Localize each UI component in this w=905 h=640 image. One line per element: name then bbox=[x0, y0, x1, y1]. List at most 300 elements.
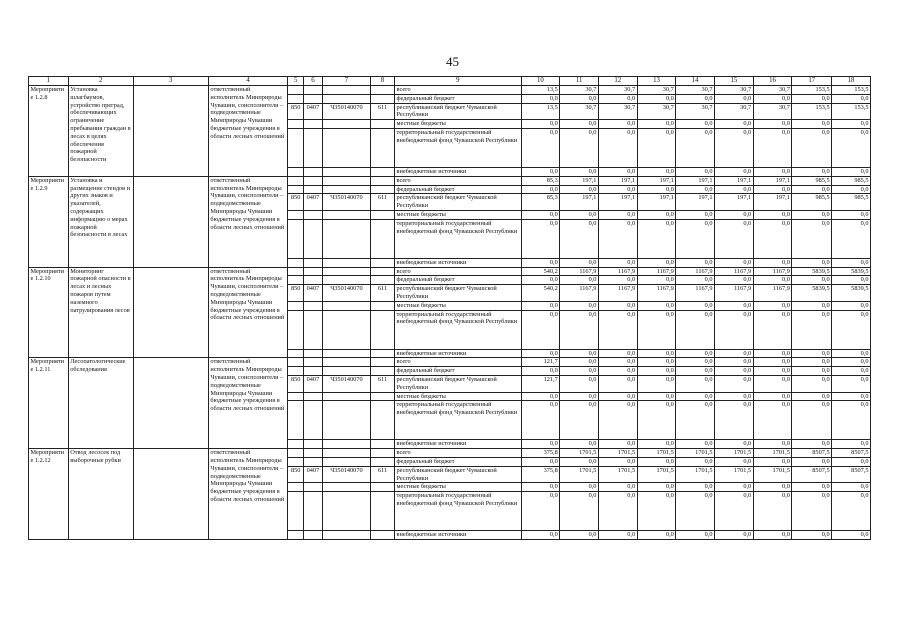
csr-code bbox=[322, 349, 370, 358]
funding-source: территориальный государственный внебюджетный фонд Чувашской Республики bbox=[395, 401, 522, 440]
value-cell: 197,1 bbox=[637, 194, 676, 211]
value-cell: 0,0 bbox=[832, 492, 871, 531]
rzpr-code bbox=[304, 301, 323, 310]
value-cell: 0,0 bbox=[792, 531, 832, 540]
value-cell: 0,0 bbox=[598, 310, 637, 349]
value-cell: 0,0 bbox=[792, 167, 832, 176]
funding-source: местные бюджеты bbox=[395, 120, 522, 129]
value-cell: 13,5 bbox=[521, 103, 560, 120]
page-number: 45 bbox=[446, 54, 459, 69]
grbs-code bbox=[288, 367, 304, 376]
value-cell: 0,0 bbox=[792, 94, 832, 103]
measure-id: Мероприятие 1.2.12 bbox=[29, 449, 69, 540]
value-cell: 0,0 bbox=[676, 358, 715, 367]
header-cell: 11 bbox=[560, 77, 599, 86]
value-cell: 197,1 bbox=[560, 194, 599, 211]
value-cell: 1701,5 bbox=[676, 466, 715, 483]
value-cell: 0,0 bbox=[560, 440, 599, 449]
value-cell: 0,0 bbox=[637, 358, 676, 367]
value-cell: 0,0 bbox=[637, 349, 676, 358]
value-cell: 0,0 bbox=[637, 457, 676, 466]
rzpr-code bbox=[304, 167, 323, 176]
value-cell: 1167,9 bbox=[560, 267, 599, 276]
value-cell: 985,5 bbox=[832, 176, 871, 185]
value-cell: 0,0 bbox=[715, 167, 754, 176]
value-cell: 0,0 bbox=[598, 531, 637, 540]
grbs-code bbox=[288, 531, 304, 540]
value-cell: 197,1 bbox=[637, 176, 676, 185]
value-cell: 0,0 bbox=[560, 301, 599, 310]
rzpr-code bbox=[304, 258, 323, 267]
value-cell: 1167,9 bbox=[637, 267, 676, 276]
table-row bbox=[29, 358, 871, 367]
value-cell: 0,0 bbox=[637, 185, 676, 194]
funding-source: территориальный государственный внебюджетный фонд Чувашской Республики bbox=[395, 219, 522, 258]
funding-source: федеральный бюджет bbox=[395, 367, 522, 376]
value-cell: 985,5 bbox=[792, 176, 832, 185]
value-cell: 1167,9 bbox=[753, 267, 792, 276]
vr-code bbox=[370, 276, 394, 285]
value-cell: 0,0 bbox=[637, 219, 676, 258]
vr-code bbox=[370, 128, 394, 167]
responsible-executor: ответственный исполнитель Минприроды Чувашии, соисполнители – подведомственные Минприроды Чувашии бюджетные учреждения в области лесных отношений bbox=[208, 449, 287, 540]
vr-code bbox=[370, 120, 394, 129]
funding-source: республиканский бюджет Чувашской Республики bbox=[395, 466, 522, 483]
value-cell: 0,0 bbox=[792, 358, 832, 367]
value-cell: 0,0 bbox=[753, 375, 792, 392]
csr-code bbox=[322, 301, 370, 310]
value-cell: 0,0 bbox=[753, 128, 792, 167]
rzpr-code bbox=[304, 349, 323, 358]
vr-code bbox=[370, 176, 394, 185]
value-cell: 0,0 bbox=[715, 349, 754, 358]
vr-code bbox=[370, 185, 394, 194]
value-cell: 1167,9 bbox=[715, 267, 754, 276]
rzpr-code: 0407 bbox=[304, 375, 323, 392]
value-cell: 0,0 bbox=[560, 219, 599, 258]
header-row bbox=[29, 77, 871, 86]
value-cell: 0,0 bbox=[637, 120, 676, 129]
value-cell: 0,0 bbox=[676, 375, 715, 392]
value-cell: 1701,5 bbox=[560, 466, 599, 483]
value-cell: 0,0 bbox=[753, 219, 792, 258]
rzpr-code bbox=[304, 176, 323, 185]
value-cell: 0,0 bbox=[637, 258, 676, 267]
value-cell: 0,0 bbox=[753, 392, 792, 401]
value-cell: 0,0 bbox=[598, 349, 637, 358]
grbs-code bbox=[288, 185, 304, 194]
header-cell: 3 bbox=[133, 77, 208, 86]
value-cell: 197,1 bbox=[715, 194, 754, 211]
csr-code bbox=[322, 483, 370, 492]
value-cell: 0,0 bbox=[637, 440, 676, 449]
value-cell: 197,1 bbox=[598, 194, 637, 211]
value-cell: 0,0 bbox=[560, 258, 599, 267]
csr-code bbox=[322, 258, 370, 267]
header-cell: 14 bbox=[676, 77, 715, 86]
value-cell: 0,0 bbox=[792, 367, 832, 376]
grbs-code bbox=[288, 219, 304, 258]
rzpr-code bbox=[304, 94, 323, 103]
value-cell: 0,0 bbox=[521, 210, 560, 219]
value-cell: 0,0 bbox=[521, 310, 560, 349]
funding-source: местные бюджеты bbox=[395, 483, 522, 492]
header-cell: 17 bbox=[792, 77, 832, 86]
value-cell: 0,0 bbox=[753, 349, 792, 358]
vr-code bbox=[370, 483, 394, 492]
value-cell: 0,0 bbox=[753, 367, 792, 376]
value-cell: 0,0 bbox=[792, 120, 832, 129]
value-cell: 0,0 bbox=[715, 276, 754, 285]
value-cell: 0,0 bbox=[598, 128, 637, 167]
vr-code bbox=[370, 94, 394, 103]
value-cell: 0,0 bbox=[560, 492, 599, 531]
rzpr-code bbox=[304, 267, 323, 276]
measure-name: Установка шлагбаумов, устройство преград, обеспечивающих ограничение пребывания граждан в лесах в целях обеспечения пожарной безопасности bbox=[68, 86, 133, 177]
value-cell: 0,0 bbox=[832, 457, 871, 466]
vr-code bbox=[370, 457, 394, 466]
vr-code: 611 bbox=[370, 466, 394, 483]
value-cell: 153,5 bbox=[792, 103, 832, 120]
csr-code bbox=[322, 120, 370, 129]
value-cell: 0,0 bbox=[637, 367, 676, 376]
value-cell: 540,2 bbox=[521, 285, 560, 302]
value-cell: 0,0 bbox=[676, 367, 715, 376]
value-cell: 0,0 bbox=[521, 401, 560, 440]
value-cell: 0,0 bbox=[560, 392, 599, 401]
value-cell: 0,0 bbox=[832, 375, 871, 392]
grbs-code bbox=[288, 349, 304, 358]
value-cell: 375,8 bbox=[521, 449, 560, 458]
value-cell: 0,0 bbox=[676, 258, 715, 267]
value-cell: 0,0 bbox=[598, 367, 637, 376]
funding-source: республиканский бюджет Чувашской Республики bbox=[395, 375, 522, 392]
csr-code bbox=[322, 167, 370, 176]
value-cell: 0,0 bbox=[676, 457, 715, 466]
value-cell: 30,7 bbox=[598, 86, 637, 95]
vr-code bbox=[370, 449, 394, 458]
table-row bbox=[29, 449, 871, 458]
header-cell: 9 bbox=[395, 77, 522, 86]
value-cell: 0,0 bbox=[560, 483, 599, 492]
rzpr-code bbox=[304, 449, 323, 458]
value-cell: 0,0 bbox=[598, 401, 637, 440]
value-cell: 0,0 bbox=[560, 401, 599, 440]
csr-code bbox=[322, 367, 370, 376]
value-cell: 0,0 bbox=[637, 310, 676, 349]
csr-code: Ч350140070 bbox=[322, 103, 370, 120]
header-cell: 6 bbox=[304, 77, 323, 86]
value-cell: 0,0 bbox=[637, 375, 676, 392]
csr-code bbox=[322, 358, 370, 367]
value-cell: 0,0 bbox=[560, 276, 599, 285]
funding-source: внебюджетные источники bbox=[395, 440, 522, 449]
value-cell: 0,0 bbox=[753, 401, 792, 440]
value-cell: 0,0 bbox=[715, 440, 754, 449]
value-cell: 85,3 bbox=[521, 176, 560, 185]
value-cell: 0,0 bbox=[598, 301, 637, 310]
funding-source: всего bbox=[395, 358, 522, 367]
value-cell: 0,0 bbox=[560, 375, 599, 392]
value-cell: 0,0 bbox=[521, 258, 560, 267]
value-cell: 0,0 bbox=[598, 276, 637, 285]
value-cell: 30,7 bbox=[637, 103, 676, 120]
value-cell: 0,0 bbox=[560, 358, 599, 367]
value-cell: 0,0 bbox=[598, 392, 637, 401]
value-cell: 153,5 bbox=[832, 103, 871, 120]
value-cell: 0,0 bbox=[637, 531, 676, 540]
value-cell: 0,0 bbox=[598, 358, 637, 367]
value-cell: 0,0 bbox=[832, 440, 871, 449]
grbs-code bbox=[288, 401, 304, 440]
funding-source: внебюджетные источники bbox=[395, 531, 522, 540]
value-cell: 0,0 bbox=[715, 94, 754, 103]
table-row bbox=[29, 86, 871, 95]
grbs-code bbox=[288, 210, 304, 219]
value-cell: 0,0 bbox=[560, 167, 599, 176]
value-cell: 0,0 bbox=[792, 219, 832, 258]
responsible-executor: ответственный исполнитель Минприроды Чувашии, соисполнители – подведомственные Минприроды Чувашии бюджетные учреждения в области лесных отношений bbox=[208, 176, 287, 267]
csr-code bbox=[322, 457, 370, 466]
value-cell: 0,0 bbox=[637, 401, 676, 440]
funding-source: всего bbox=[395, 449, 522, 458]
value-cell: 0,0 bbox=[753, 531, 792, 540]
value-cell: 1167,9 bbox=[560, 285, 599, 302]
value-cell: 13,5 bbox=[521, 86, 560, 95]
value-cell: 0,0 bbox=[832, 167, 871, 176]
value-cell: 0,0 bbox=[753, 210, 792, 219]
rzpr-code: 0407 bbox=[304, 285, 323, 302]
value-cell: 0,0 bbox=[521, 219, 560, 258]
value-cell: 0,0 bbox=[676, 349, 715, 358]
funding-source: федеральный бюджет bbox=[395, 457, 522, 466]
value-cell: 0,0 bbox=[521, 120, 560, 129]
value-cell: 197,1 bbox=[753, 194, 792, 211]
header-cell: 18 bbox=[832, 77, 871, 86]
value-cell: 0,0 bbox=[598, 457, 637, 466]
value-cell: 0,0 bbox=[637, 94, 676, 103]
value-cell: 0,0 bbox=[676, 128, 715, 167]
value-cell: 1701,5 bbox=[637, 449, 676, 458]
grbs-code bbox=[288, 440, 304, 449]
value-cell: 0,0 bbox=[715, 258, 754, 267]
value-cell: 0,0 bbox=[598, 483, 637, 492]
table-row bbox=[29, 267, 871, 276]
header-cell: 16 bbox=[753, 77, 792, 86]
value-cell: 0,0 bbox=[792, 258, 832, 267]
value-cell: 0,0 bbox=[792, 301, 832, 310]
grbs-code: 850 bbox=[288, 285, 304, 302]
value-cell: 0,0 bbox=[832, 219, 871, 258]
value-cell: 0,0 bbox=[676, 301, 715, 310]
value-cell: 0,0 bbox=[753, 358, 792, 367]
value-cell: 0,0 bbox=[598, 185, 637, 194]
funding-source: местные бюджеты bbox=[395, 392, 522, 401]
value-cell: 0,0 bbox=[715, 531, 754, 540]
value-cell: 0,0 bbox=[598, 210, 637, 219]
measure-id: Мероприятие 1.2.10 bbox=[29, 267, 69, 358]
value-cell: 0,0 bbox=[560, 210, 599, 219]
value-cell: 0,0 bbox=[715, 120, 754, 129]
vr-code bbox=[370, 349, 394, 358]
funding-source: территориальный государственный внебюджетный фонд Чувашской Республики bbox=[395, 492, 522, 531]
value-cell: 0,0 bbox=[832, 276, 871, 285]
funding-source: федеральный бюджет bbox=[395, 276, 522, 285]
vr-code: 611 bbox=[370, 194, 394, 211]
value-cell: 0,0 bbox=[521, 457, 560, 466]
value-cell: 985,5 bbox=[832, 194, 871, 211]
funding-source: местные бюджеты bbox=[395, 210, 522, 219]
value-cell: 0,0 bbox=[792, 185, 832, 194]
grbs-code bbox=[288, 301, 304, 310]
value-cell: 0,0 bbox=[598, 94, 637, 103]
value-cell: 0,0 bbox=[598, 492, 637, 531]
rzpr-code bbox=[304, 310, 323, 349]
value-cell: 0,0 bbox=[598, 440, 637, 449]
header-cell: 1 bbox=[29, 77, 69, 86]
csr-code: Ч350140070 bbox=[322, 375, 370, 392]
grbs-code bbox=[288, 258, 304, 267]
value-cell: 5839,5 bbox=[832, 285, 871, 302]
csr-code bbox=[322, 219, 370, 258]
value-cell: 0,0 bbox=[792, 392, 832, 401]
value-cell: 121,7 bbox=[521, 375, 560, 392]
value-cell: 1701,5 bbox=[715, 466, 754, 483]
value-cell: 0,0 bbox=[560, 457, 599, 466]
value-cell: 0,0 bbox=[715, 358, 754, 367]
csr-code bbox=[322, 392, 370, 401]
measure-name: Мониторинг пожарной опасности в лесах и лесных пожаров путем наземного патрулирования лесов bbox=[68, 267, 133, 358]
value-cell: 30,7 bbox=[560, 86, 599, 95]
rzpr-code bbox=[304, 185, 323, 194]
rzpr-code bbox=[304, 86, 323, 95]
value-cell: 30,7 bbox=[676, 86, 715, 95]
csr-code bbox=[322, 492, 370, 531]
value-cell: 0,0 bbox=[753, 457, 792, 466]
value-cell: 0,0 bbox=[792, 375, 832, 392]
grbs-code bbox=[288, 483, 304, 492]
vr-code bbox=[370, 440, 394, 449]
empty-cell bbox=[133, 449, 208, 540]
value-cell: 0,0 bbox=[560, 185, 599, 194]
value-cell: 0,0 bbox=[676, 167, 715, 176]
header-cell: 10 bbox=[521, 77, 560, 86]
value-cell: 1167,9 bbox=[676, 285, 715, 302]
value-cell: 0,0 bbox=[753, 258, 792, 267]
value-cell: 0,0 bbox=[832, 349, 871, 358]
value-cell: 1701,5 bbox=[598, 449, 637, 458]
vr-code: 611 bbox=[370, 103, 394, 120]
rzpr-code bbox=[304, 392, 323, 401]
value-cell: 0,0 bbox=[832, 367, 871, 376]
csr-code: Ч350140070 bbox=[322, 194, 370, 211]
value-cell: 0,0 bbox=[521, 94, 560, 103]
value-cell: 0,0 bbox=[753, 483, 792, 492]
funding-source: всего bbox=[395, 176, 522, 185]
value-cell: 1167,9 bbox=[598, 267, 637, 276]
csr-code bbox=[322, 185, 370, 194]
value-cell: 0,0 bbox=[637, 492, 676, 531]
value-cell: 30,7 bbox=[560, 103, 599, 120]
rzpr-code: 0407 bbox=[304, 103, 323, 120]
funding-source: всего bbox=[395, 267, 522, 276]
vr-code bbox=[370, 86, 394, 95]
value-cell: 0,0 bbox=[598, 167, 637, 176]
value-cell: 0,0 bbox=[521, 167, 560, 176]
grbs-code bbox=[288, 492, 304, 531]
csr-code bbox=[322, 531, 370, 540]
budget-table bbox=[28, 76, 871, 540]
value-cell: 0,0 bbox=[715, 375, 754, 392]
value-cell: 0,0 bbox=[637, 483, 676, 492]
value-cell: 0,0 bbox=[792, 128, 832, 167]
value-cell: 197,1 bbox=[676, 194, 715, 211]
value-cell: 0,0 bbox=[715, 185, 754, 194]
value-cell: 153,5 bbox=[832, 86, 871, 95]
value-cell: 0,0 bbox=[753, 120, 792, 129]
measure-name: Установка и размещение стендов и других знаков и указателей, содержащих информацию о мерах пожарной безопасности в лесах bbox=[68, 176, 133, 267]
csr-code: Ч350140070 bbox=[322, 466, 370, 483]
value-cell: 0,0 bbox=[521, 301, 560, 310]
funding-source: внебюджетные источники bbox=[395, 167, 522, 176]
empty-cell bbox=[133, 86, 208, 177]
value-cell: 0,0 bbox=[676, 310, 715, 349]
value-cell: 30,7 bbox=[676, 103, 715, 120]
value-cell: 1701,5 bbox=[637, 466, 676, 483]
vr-code bbox=[370, 210, 394, 219]
value-cell: 0,0 bbox=[560, 367, 599, 376]
value-cell: 0,0 bbox=[676, 531, 715, 540]
header-cell: 15 bbox=[715, 77, 754, 86]
value-cell: 0,0 bbox=[521, 483, 560, 492]
grbs-code bbox=[288, 358, 304, 367]
value-cell: 0,0 bbox=[753, 440, 792, 449]
funding-source: республиканский бюджет Чувашской Республики bbox=[395, 285, 522, 302]
measure-name: Лесопатологические обследования bbox=[68, 358, 133, 449]
funding-source: внебюджетные источники bbox=[395, 349, 522, 358]
value-cell: 0,0 bbox=[637, 392, 676, 401]
value-cell: 0,0 bbox=[792, 440, 832, 449]
rzpr-code bbox=[304, 440, 323, 449]
measure-id: Мероприятие 1.2.9 bbox=[29, 176, 69, 267]
value-cell: 0,0 bbox=[637, 210, 676, 219]
grbs-code bbox=[288, 449, 304, 458]
value-cell: 0,0 bbox=[676, 483, 715, 492]
value-cell: 0,0 bbox=[792, 310, 832, 349]
csr-code bbox=[322, 449, 370, 458]
header-cell: 12 bbox=[598, 77, 637, 86]
funding-source: республиканский бюджет Чувашской Республики bbox=[395, 194, 522, 211]
vr-code: 611 bbox=[370, 375, 394, 392]
funding-source: местные бюджеты bbox=[395, 301, 522, 310]
grbs-code bbox=[288, 94, 304, 103]
rzpr-code bbox=[304, 531, 323, 540]
value-cell: 0,0 bbox=[521, 392, 560, 401]
value-cell: 0,0 bbox=[715, 392, 754, 401]
grbs-code bbox=[288, 86, 304, 95]
grbs-code bbox=[288, 120, 304, 129]
value-cell: 0,0 bbox=[792, 401, 832, 440]
grbs-code bbox=[288, 457, 304, 466]
value-cell: 0,0 bbox=[792, 492, 832, 531]
value-cell: 153,5 bbox=[792, 86, 832, 95]
csr-code bbox=[322, 128, 370, 167]
header-cell: 7 bbox=[322, 77, 370, 86]
rzpr-code: 0407 bbox=[304, 466, 323, 483]
value-cell: 197,1 bbox=[560, 176, 599, 185]
value-cell: 1701,5 bbox=[753, 466, 792, 483]
measure-id: Мероприятие 1.2.8 bbox=[29, 86, 69, 177]
